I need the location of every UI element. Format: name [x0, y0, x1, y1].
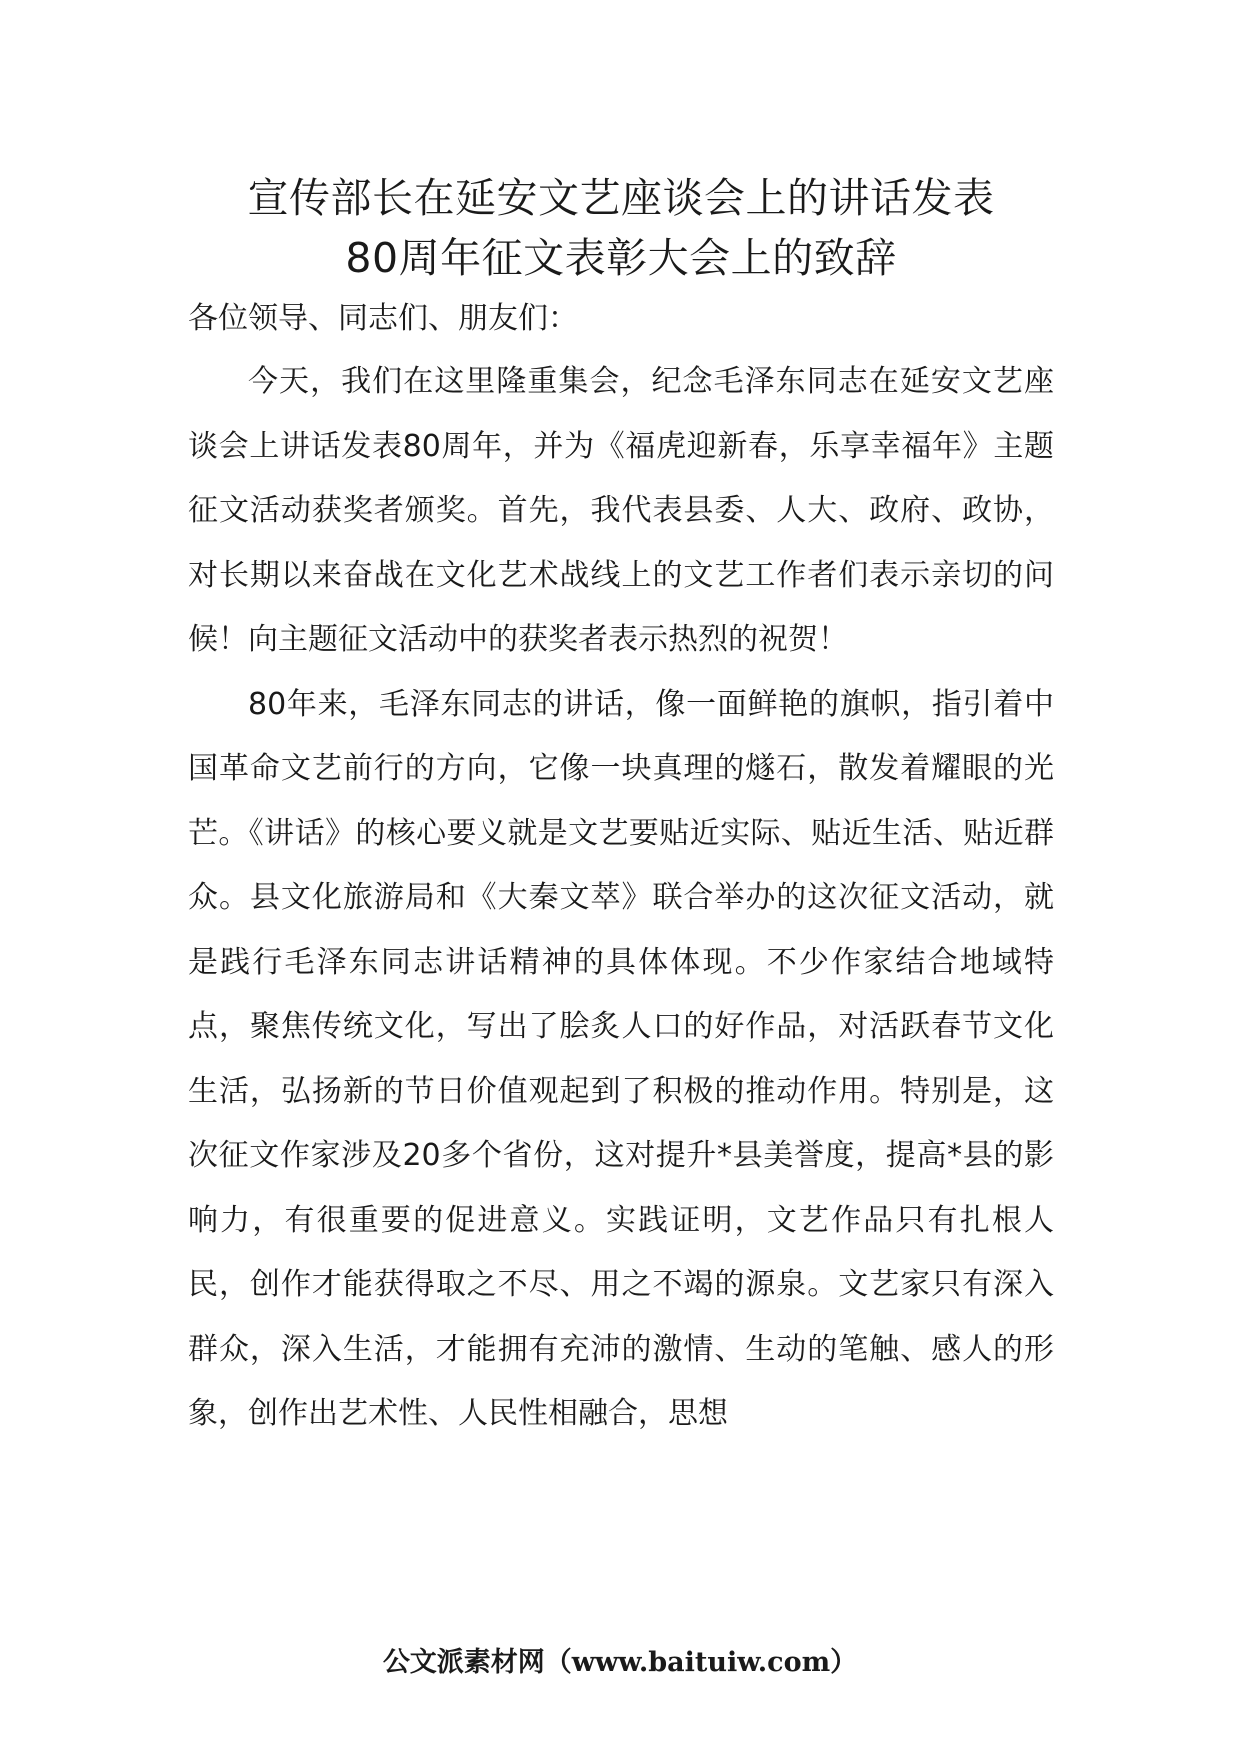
salutation: 各位领导、同志们、朋友们：	[188, 301, 578, 336]
document-title-line-2: 80周年征文表彰大会上的致辞	[345, 234, 897, 282]
body-paragraph-1: 今天，我们在这里隆重集会，纪念毛泽东同志在延安文艺座谈会上讲话发表80周年，并为《福虎迎新春，乐享幸福年》主题征文活动获奖者颁奖。首先，我代表县委、人大、政府、政协，对长期以来奋战在文化艺术战线上的文艺工作者们表示亲切的问候！向主题征文活动中的获奖者表示热烈的祝贺！	[188, 364, 1054, 657]
document-title-line-1: 宣传部长在延安文艺座谈会上的讲话发表	[247, 174, 995, 222]
document-page	[188, 168, 1054, 1447]
footer-watermark: 公文派素材网（www.baituiw.com）	[382, 1647, 858, 1678]
body-paragraph-2: 80年来，毛泽东同志的讲话，像一面鲜艳的旗帜，指引着中国革命文艺前行的方向，它像一块真理的燧石，散发着耀眼的光芒。《讲话》的核心要义就是文艺要贴近实际、贴近生活、贴近群众。县文化旅游局和《大秦文萃》联合举办的这次征文活动，就是践行毛泽东同志讲话精神的具体体现。不少作家结合地域特点，聚焦传统文化，写出了脍炙人口的好作品，对活跃春节文化生活，弘扬新的节日价值观起到了积极的推动作用。特别是，这次征文作家涉及20多个省份，这对提升*县美誉度，提高*县的影响力，有很重要的促进意义。实践证明，文艺作品只有扎根人民，创作才能获得取之不尽、用之不竭的源泉。文艺家只有深入群众，深入生活，才能拥有充沛的激情、生动的笔触、感人的形象，创作出艺术性、人民性相融合，思想	[188, 686, 1054, 1431]
